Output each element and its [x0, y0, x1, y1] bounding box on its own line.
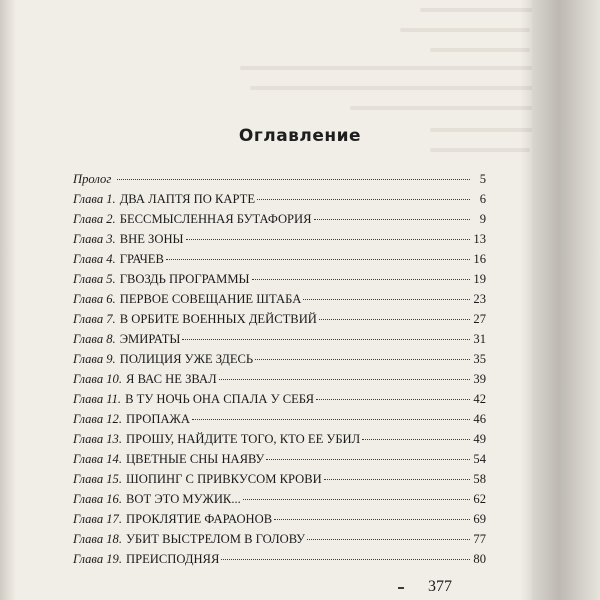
toc-dot-leader: [252, 279, 471, 280]
toc-entry-prefix: Глава 11.: [73, 392, 122, 406]
toc-entry-page: 69: [473, 512, 486, 526]
toc-entry-prefix: Глава 1.: [73, 192, 116, 206]
toc-dot-leader: [186, 239, 470, 240]
toc-entry-page: 54: [473, 452, 486, 466]
toc-entry-title: ПРОКЛЯТИЕ ФАРАОНОВ: [126, 512, 273, 526]
toc-dot-leader: [316, 399, 470, 400]
toc-entry-prefix: Глава 17.: [73, 512, 123, 526]
toc-entry-title: ПОЛИЦИЯ УЖЕ ЗДЕСЬ: [119, 352, 254, 366]
toc-entry-title: ВОТ ЭТО МУЖИК...: [126, 492, 241, 506]
toc-entry-title: ПРЕИСПОДНЯЯ: [126, 552, 220, 566]
toc-entry-page: 5: [479, 172, 486, 186]
page-mark: [398, 587, 404, 589]
toc-entry-page: 80: [473, 552, 486, 566]
toc-entry-page: 77: [473, 532, 486, 546]
toc-entry: [73, 312, 486, 332]
toc-entry-title: ПЕРВОЕ СОВЕЩАНИЕ ШТАБА: [119, 292, 302, 306]
toc-entry-prefix: Глава 10.: [73, 372, 123, 386]
toc-entry-page: 46: [473, 412, 486, 426]
toc-entry-page: 13: [473, 232, 486, 246]
toc-entry: [73, 292, 486, 312]
toc-entry-prefix: Глава 4.: [73, 252, 116, 266]
toc-entry-page: 49: [473, 432, 486, 446]
toc-dot-leader: [243, 499, 470, 500]
toc-entry-page: 9: [479, 212, 486, 226]
toc-entry-title: В ТУ НОЧЬ ОНА СПАЛА У СЕБЯ: [125, 392, 315, 406]
toc-entry-page: 6: [479, 192, 486, 206]
toc-entry-title: ПРОШУ, НАЙДИТЕ ТОГО, КТО ЕЕ УБИЛ: [126, 432, 361, 446]
toc-entry-prefix: Глава 7.: [73, 312, 116, 326]
page-gutter-shadow: [0, 0, 16, 600]
toc-dot-leader: [182, 339, 470, 340]
toc-entry-prefix: Глава 14.: [73, 452, 123, 466]
toc-entry: [73, 472, 486, 492]
toc-entry: [73, 512, 486, 532]
toc-entry-page: 39: [473, 372, 486, 386]
toc-entry: [73, 552, 486, 572]
toc-entry: [73, 452, 486, 472]
toc-entry-prefix: Глава 16.: [73, 492, 123, 506]
toc-dot-leader: [117, 179, 470, 180]
toc-entry-page: 42: [473, 392, 486, 406]
toc-entry: [73, 392, 486, 412]
toc-dot-leader: [255, 359, 470, 360]
toc-dot-leader: [324, 479, 470, 480]
toc-entry-prefix: Глава 18.: [73, 532, 123, 546]
toc-entry-prefix: Глава 19.: [73, 552, 123, 566]
toc-entry: [73, 172, 486, 192]
toc-dot-leader: [257, 199, 470, 200]
toc-entry: [73, 412, 486, 432]
toc-dot-leader: [303, 299, 470, 300]
toc-dot-leader: [314, 219, 470, 220]
toc-entry-prefix: Глава 15.: [73, 472, 123, 486]
toc-entry-prefix: Глава 13.: [73, 432, 123, 446]
toc-entry-title: ВНЕ ЗОНЫ: [119, 232, 184, 246]
toc-entry-prefix: Пролог: [73, 172, 112, 186]
toc-dot-leader: [166, 259, 470, 260]
toc-entry-title: ПРОПАЖА: [126, 412, 190, 426]
table-of-contents: [73, 172, 486, 572]
toc-entry-title: УБИТ ВЫСТРЕЛОМ В ГОЛОВУ: [126, 532, 306, 546]
toc-entry: [73, 272, 486, 292]
toc-entry-prefix: Глава 12.: [73, 412, 123, 426]
book-spine-edge: [532, 0, 600, 600]
toc-entry-title: ГВОЗДЬ ПРОГРАММЫ: [119, 272, 250, 286]
toc-entry-page: 62: [473, 492, 486, 506]
toc-dot-leader: [266, 459, 470, 460]
toc-entry: [73, 212, 486, 232]
toc-entry-title: ШОПИНГ С ПРИВКУСОМ КРОВИ: [126, 472, 322, 486]
toc-entry-title: БЕССМЫСЛЕННАЯ БУТАФОРИЯ: [119, 212, 312, 226]
toc-dot-leader: [319, 319, 470, 320]
show-through-text: [0, 0, 600, 175]
toc-entry: [73, 352, 486, 372]
toc-dot-leader: [274, 519, 470, 520]
toc-entry: [73, 532, 486, 552]
toc-entry-prefix: Глава 3.: [73, 232, 116, 246]
toc-entry-title: ГРАЧЕВ: [119, 252, 164, 266]
toc-entry: [73, 252, 486, 272]
toc-dot-leader: [219, 379, 470, 380]
page-title: Оглавление: [238, 126, 362, 146]
toc-entry-prefix: Глава 9.: [73, 352, 116, 366]
page-number: 377: [428, 578, 452, 595]
toc-entry-prefix: Глава 5.: [73, 272, 116, 286]
toc-entry-page: 27: [473, 312, 486, 326]
toc-entry-prefix: Глава 6.: [73, 292, 116, 306]
toc-dot-leader: [221, 559, 470, 560]
toc-entry-page: 35: [473, 352, 486, 366]
toc-entry: [73, 372, 486, 392]
toc-entry-page: 23: [473, 292, 486, 306]
spine-shade: [520, 0, 532, 600]
toc-entry-page: 31: [473, 332, 486, 346]
toc-entry: [73, 492, 486, 512]
toc-dot-leader: [192, 419, 470, 420]
toc-dot-leader: [307, 539, 470, 540]
toc-entry-page: 19: [473, 272, 486, 286]
toc-entry: [73, 332, 486, 352]
toc-entry-title: ДВА ЛАПТЯ ПО КАРТЕ: [119, 192, 256, 206]
toc-entry-title: ЦВЕТНЫЕ СНЫ НАЯВУ: [126, 452, 265, 466]
toc-entry-page: 58: [473, 472, 486, 486]
toc-entry: [73, 432, 486, 452]
toc-entry-title: Я ВАС НЕ ЗВАЛ: [126, 372, 217, 386]
toc-entry-prefix: Глава 8.: [73, 332, 116, 346]
toc-entry: [73, 192, 486, 212]
toc-entry-page: 16: [473, 252, 486, 266]
toc-dot-leader: [362, 439, 470, 440]
toc-entry-title: ЭМИРАТЫ: [119, 332, 181, 346]
toc-entry-prefix: Глава 2.: [73, 212, 116, 226]
toc-entry: [73, 232, 486, 252]
toc-entry-title: В ОРБИТЕ ВОЕННЫХ ДЕЙСТВИЙ: [119, 312, 317, 326]
